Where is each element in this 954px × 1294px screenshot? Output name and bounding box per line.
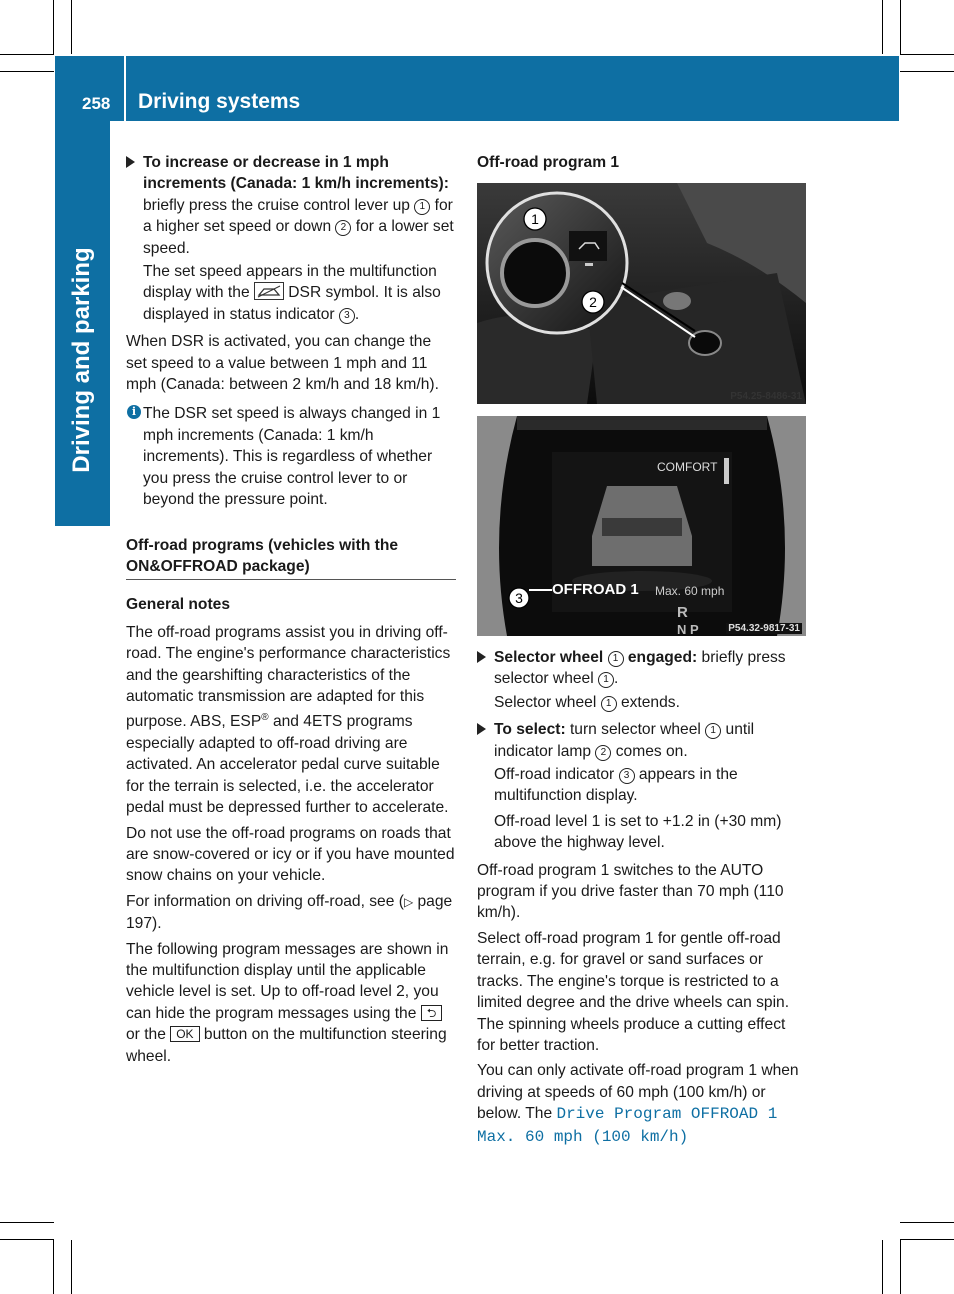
step-text: for a lower set speed. <box>143 218 454 257</box>
step-note: Selector wheel 1 extends. <box>494 693 680 711</box>
figure-selector-wheel <box>477 183 806 404</box>
crop-mark <box>900 0 901 54</box>
chapter-tab-label: Driving and parking <box>68 247 95 473</box>
paragraph-dsr: When DSR is activated, you can change the set speed to a value between 1 mph and 11 mph (Canada: between 2 km/h and 18 km/h). <box>126 333 439 394</box>
heading-general-notes: General notes <box>126 596 230 614</box>
step-note: Off-road indicator 3 appears in the multifunction display. <box>494 766 738 805</box>
callout-2: 2 <box>335 220 351 236</box>
arrow-bullet-icon <box>477 723 486 735</box>
info-icon: i <box>127 405 141 419</box>
crop-mark <box>0 54 54 55</box>
crop-mark <box>900 1240 901 1294</box>
crop-mark <box>900 1239 954 1240</box>
crop-mark <box>0 1222 54 1223</box>
heading-offroad-program-1: Off-road program 1 <box>477 154 620 171</box>
back-button-icon: ⮌ <box>421 1005 443 1021</box>
cluster-comfort-label: COMFORT <box>657 460 718 474</box>
callout-2: 2 <box>595 745 611 761</box>
cluster-max-speed: Max. 60 mph <box>655 584 725 598</box>
section-title: Driving systems <box>138 90 301 113</box>
step-title: To increase or decrease in 1 mph increments (Canada: 1 km/h increments): <box>143 154 449 193</box>
paragraph-general-4: The following program messages are shown in the multifunction display until the applicable vehicle level is set. Up to off-road level 2, you can hide the program messages using the ⮌ or the OK button on the multifunction steering wheel. <box>126 940 449 1065</box>
cluster-offroad-label: OFFROAD 1 <box>552 581 639 598</box>
crop-mark <box>882 0 883 54</box>
heading-offroad-programs: Off-road programs (vehicles with the ON&OFFROAD package) <box>126 535 456 581</box>
header-divider <box>124 56 126 121</box>
page-reference[interactable]: page 197). <box>126 892 453 933</box>
crop-mark <box>0 71 54 72</box>
crop-mark <box>71 1240 72 1294</box>
crop-mark <box>882 1240 883 1294</box>
callout-2: 2 <box>589 294 597 310</box>
callout-1: 1 <box>598 672 614 688</box>
step-note: Off-road level 1 is set to +1.2 in (+30 mm) above the highway level. <box>494 812 782 852</box>
info-note <box>126 403 456 510</box>
left-column <box>126 152 456 1071</box>
right-heading <box>477 152 807 179</box>
callout-1: 1 <box>531 211 539 227</box>
crop-mark <box>53 1240 54 1294</box>
arrow-bullet-icon <box>477 651 486 663</box>
callout-1: 1 <box>608 651 624 667</box>
paragraph-general-1: The off-road programs assist you in driving off-road. The engine's performance characteristics and the gearshifting characteristics of the automatic transmission are adapted for this purpose. ABS, ESP® and 4ETS programs especially adapted to off-road driving are activated. An accelerator pedal curve suitable for the terrain is selected, i.e. the accelerator pedal must be depressed further to accelerate. <box>126 623 451 817</box>
paragraph-general-3: For information on driving off-road, see (▷ page 197). <box>126 892 453 933</box>
crop-mark <box>900 1222 954 1223</box>
right-column <box>477 647 807 1152</box>
instruction-step: Selector wheel 1 engaged: briefly press selector wheel 1 . Selector wheel 1 extends. <box>477 647 807 713</box>
cluster-gear-np: N P <box>677 622 699 636</box>
figure-multifunction-display <box>477 416 806 636</box>
figure-code: P54.32-9817-31 <box>728 623 800 634</box>
paragraph-general-2: Do not use the off-road programs on roads that are snow-covered or icy or if you have mounted snow chains on your vehicle. <box>126 824 455 885</box>
crop-mark <box>0 1239 54 1240</box>
crop-mark <box>71 0 72 54</box>
paragraph-gentle-terrain: Select off-road program 1 for gentle off-road terrain, e.g. for gravel or sand surfaces or tracks. The engine's torque is restricted to a limited degree and the drive wheels can spin. The spinning wheels produce a cutting effect for better traction. <box>477 929 790 1054</box>
paragraph-activation-speed: You can only activate off-road program 1 when driving at speeds of 60 mph (100 km/h) or below. The Drive Program OFFROAD 1 Max. 60 mph (100 km/h) <box>477 1062 799 1146</box>
step-note: The set speed appears in the multifunction display with the DSR symbol. It is also displayed in status indicator 3 . <box>143 263 441 323</box>
info-text: The DSR set speed is always changed in 1 mph increments (Canada: 1 km/h increments). This is regardless of whether you press the cruise control lever to or beyond the pressure point. <box>143 405 441 509</box>
paragraph-auto-switch: Off-road program 1 switches to the AUTO program if you drive faster than 70 mph (110 km/h). <box>477 861 784 922</box>
callout-1: 1 <box>414 199 430 215</box>
figure-code: P54.25-8486-31 <box>730 391 802 402</box>
callout-3: 3 <box>515 590 523 606</box>
ok-button-icon: OK <box>170 1026 199 1042</box>
callout-3: 3 <box>339 308 355 324</box>
crop-mark <box>53 0 54 54</box>
display-message: Drive Program OFFROAD 1 Max. 60 mph (100 km/h) <box>477 1105 778 1146</box>
cluster-gear-r: R <box>677 604 688 621</box>
instruction-step <box>126 152 456 325</box>
step-text: for a higher set speed or down <box>143 196 453 236</box>
page-ref-arrow-icon: ▷ <box>403 894 414 909</box>
page-number: 258 <box>82 94 111 113</box>
instruction-step: To select: turn selector wheel 1 until indicator lamp 2 comes on. Off-road indicator 3 appears in the multifunction display. Off-road level 1 is set to +1.2 in (+30 mm) above the highway level. <box>477 719 807 853</box>
arrow-bullet-icon <box>126 156 135 168</box>
callout-3: 3 <box>619 768 635 784</box>
crop-mark <box>900 54 954 55</box>
callout-1: 1 <box>705 723 721 739</box>
callout-1: 1 <box>601 696 617 712</box>
dsr-car-icon <box>254 282 284 300</box>
step-text: briefly press the cruise control lever up <box>143 196 415 214</box>
crop-mark <box>900 71 954 72</box>
